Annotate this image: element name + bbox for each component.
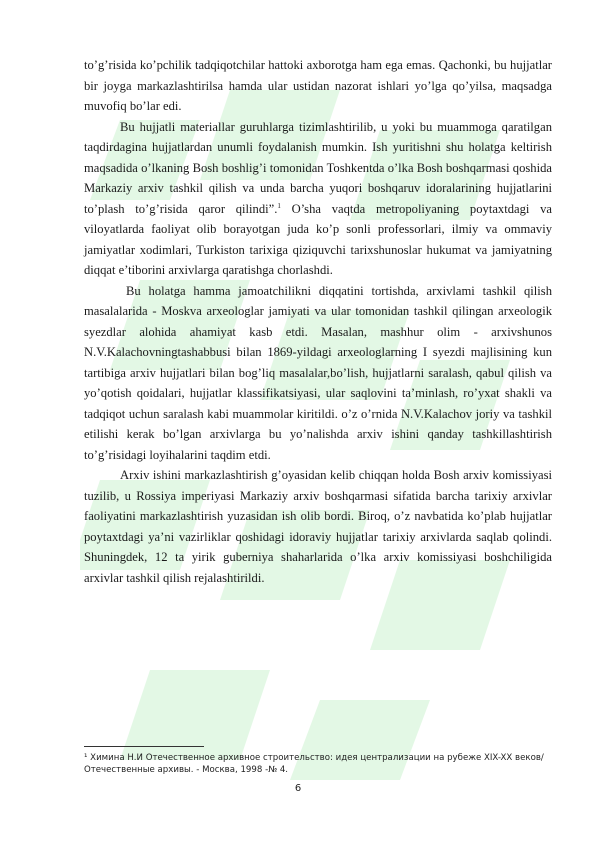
body-text: [84, 55, 552, 588]
paragraph-2-text: Bu hujjatli materiallar guruhlarga tizimlashtirilib, u yoki bu muammoga qaratilgan taqdirdagina hujjatlardan unumli foydalanish mumkin. Ish yuritishni shu holatga keltirish maqsadida o’lkaning Bosh boshlig’i tomonidan Toshkentda o’lka Bosh boshqarmasi qoshida Markaziy arxiv tashkil qilish va unda barcha yuqori boshqaruv idoralarining hujjatlarini to’plash to’g’risida qaror qilindi”.: [84, 119, 552, 216]
footnote-divider: [84, 746, 204, 747]
footnote-marker: 1: [277, 201, 281, 210]
page-number: 6: [294, 783, 302, 794]
paragraph-5: Arxiv ishini markazlashtirish g’oyasidan kelib chiqqan holda Bosh arxiv komissiyasi tuzilib, u Rossiya imperiyasi Markaziy arxiv boshqarmasi sifatida barcha tarixiy arxivlar faoliyatini markazlashtirish yuzasidan ish olib bordi. Biroq, o’z navbatida ko’plab hujjatlar poytaxtdagi ya’ni vazirliklar qoshidagi idoraviy hujjatlar tarixiy arxivlarda saqlab qolindi. Shuningdek, 12 ta yirik guberniya shaharlarida o’lka arxiv komissiyasi boshchiligida arxivlar tashkil qilish rejalashtirildi.: [84, 468, 552, 585]
paragraph-3-text: O’sha vaqtda metropoliyaning poytaxtdagi va viloyatlarda faoliyat olib borayotgan juda ko’p sonli professorlari, ilmiy va ommaviy jamiyatlar xodimlari, Turkiston tarixiga qiziquvchi tarixshunoslar hukumat va jamiyatning diqqat e’tiborini arxivlarga qaratishga chorlashdi.: [84, 201, 552, 277]
paragraph-2: [84, 117, 552, 281]
footnote: ¹ Химина Н.И Отечественное архивное строительство: идея централизации на рубеже XIX-XX веков/ Отечественные архивы. - Москва, 1998 -№ 4.: [84, 753, 544, 775]
paragraph-4: Bu holatga hamma jamoatchilikni diqqatini tortishda, arxivlami tashkil qilish masalalarida - Moskva arxeologlar jamiyati va ular tomonidan tashkil qilingan arxeologik syezdlar alohida ahamiyat kasb etdi. Masalan, mashhur olim - arxivshunos N.V.Kalachovningtashabbusi bilan 1869-yildagi arxeologlarning I syezdi majlisining kun tartibiga arxiv hujjatlari bilan bog’liq masalalar,bo’lish, hujjatlarni saralash, qabul qilish va yo’qotish qoidalari, hujjatlar klassifikatsiyasi, ular saqlovini ta’minlash, ro’yxat shakli va tadqiqot uchun saralash kabi muammolar kiritildi. o’z o’rnida N.V.Kalachov joriy va tashkil etilishi kerak bo’lgan arxivlarga bu yo’nalishda arxiv ishini qanday tashkillashtirish to’g’risidagi loyihalarini taqdim etdi.: [84, 283, 552, 462]
paragraph-1: to’g’risida ko’pchilik tadqiqotchilar hattoki axborotga ham ega emas. Qachonki, bu hujjatlar bir joyga markazlashtirilsa hamda ular ustidan nazorat ishlari yo’lga qo’yilsa, maqsadga muvofiq bo’lar edi.: [84, 58, 552, 113]
